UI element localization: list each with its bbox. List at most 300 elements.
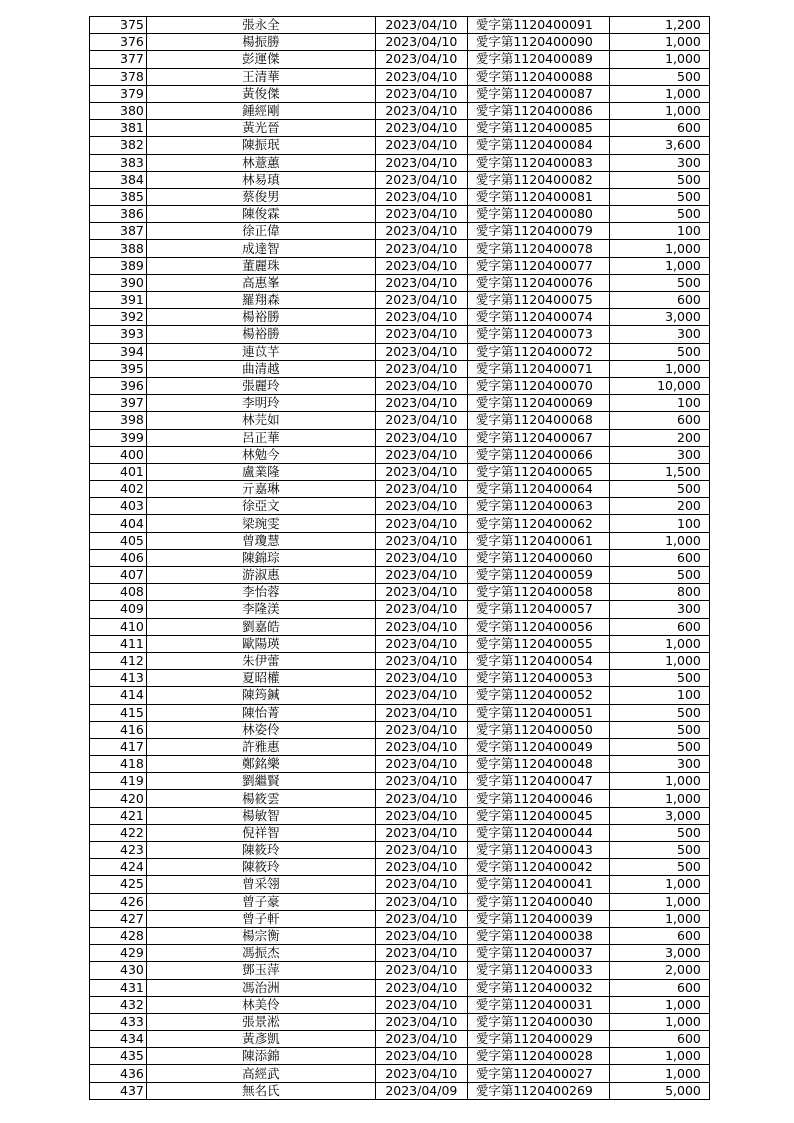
donation-date-cell: 2023/04/10: [375, 721, 467, 738]
donation-amount-cell: 500: [609, 738, 709, 755]
receipt-number-cell: 愛字第1120400065: [467, 463, 609, 480]
donation-date-cell: 2023/04/10: [375, 1031, 467, 1048]
row-number-cell: 396: [90, 377, 147, 394]
row-number-cell: 429: [90, 945, 147, 962]
table-row: [90, 652, 710, 669]
donation-date-cell: 2023/04/10: [375, 584, 467, 601]
donation-amount-cell: 3,600: [609, 137, 709, 154]
donation-amount-cell: 500: [609, 704, 709, 721]
donation-date-cell: 2023/04/10: [375, 893, 467, 910]
row-number-cell: 403: [90, 498, 147, 515]
row-number-cell: 399: [90, 429, 147, 446]
donor-name-cell: 張麗玲: [146, 377, 375, 394]
receipt-number-cell: 愛字第1120400033: [467, 962, 609, 979]
donation-amount-cell: 500: [609, 567, 709, 584]
donor-name-cell: 陳俊霖: [146, 206, 375, 223]
table-row: [90, 945, 710, 962]
donor-name-cell: 林易瑱: [146, 171, 375, 188]
row-number-cell: 434: [90, 1031, 147, 1048]
donation-amount-cell: 3,000: [609, 807, 709, 824]
table-row: [90, 360, 710, 377]
table-row: [90, 704, 710, 721]
row-number-cell: 378: [90, 68, 147, 85]
row-number-cell: 435: [90, 1048, 147, 1065]
donation-amount-cell: 1,000: [609, 996, 709, 1013]
table-row: [90, 257, 710, 274]
table-row: [90, 274, 710, 291]
donation-amount-cell: 1,000: [609, 51, 709, 68]
donation-date-cell: 2023/04/10: [375, 824, 467, 841]
table-row: [90, 687, 710, 704]
receipt-number-cell: 愛字第1120400087: [467, 85, 609, 102]
donor-name-cell: 陳添錦: [146, 1048, 375, 1065]
row-number-cell: 405: [90, 532, 147, 549]
receipt-number-cell: 愛字第1120400066: [467, 446, 609, 463]
receipt-number-cell: 愛字第1120400082: [467, 171, 609, 188]
row-number-cell: 400: [90, 446, 147, 463]
receipt-number-cell: 愛字第1120400070: [467, 377, 609, 394]
donation-date-cell: 2023/04/10: [375, 859, 467, 876]
row-number-cell: 421: [90, 807, 147, 824]
table-row: [90, 635, 710, 652]
row-number-cell: 416: [90, 721, 147, 738]
donation-date-cell: 2023/04/10: [375, 790, 467, 807]
donation-date-cell: 2023/04/10: [375, 738, 467, 755]
row-number-cell: 415: [90, 704, 147, 721]
receipt-number-cell: 愛字第1120400053: [467, 670, 609, 687]
receipt-number-cell: 愛字第1120400083: [467, 154, 609, 171]
donation-amount-cell: 600: [609, 412, 709, 429]
receipt-number-cell: 愛字第1120400037: [467, 945, 609, 962]
table-row: [90, 154, 710, 171]
donation-date-cell: 2023/04/10: [375, 257, 467, 274]
donation-date-cell: 2023/04/10: [375, 360, 467, 377]
receipt-number-cell: 愛字第1120400071: [467, 360, 609, 377]
donation-date-cell: 2023/04/10: [375, 618, 467, 635]
donation-amount-cell: 1,500: [609, 463, 709, 480]
donation-date-cell: 2023/04/10: [375, 1013, 467, 1030]
receipt-number-cell: 愛字第1120400052: [467, 687, 609, 704]
table-row: [90, 756, 710, 773]
donor-name-cell: 呂正華: [146, 429, 375, 446]
donation-date-cell: 2023/04/10: [375, 876, 467, 893]
donor-name-cell: 馮治洲: [146, 979, 375, 996]
donation-date-cell: 2023/04/10: [375, 635, 467, 652]
receipt-number-cell: 愛字第1120400043: [467, 842, 609, 859]
row-number-cell: 390: [90, 274, 147, 291]
table-row: [90, 412, 710, 429]
donor-name-cell: 高惠峯: [146, 274, 375, 291]
donation-date-cell: 2023/04/10: [375, 1048, 467, 1065]
donation-amount-cell: 1,000: [609, 85, 709, 102]
donation-date-cell: 2023/04/10: [375, 240, 467, 257]
donor-name-cell: 曾子豪: [146, 893, 375, 910]
donation-date-cell: 2023/04/10: [375, 1065, 467, 1082]
donation-date-cell: 2023/04/10: [375, 51, 467, 68]
donation-amount-cell: 1,000: [609, 1065, 709, 1082]
table-row: [90, 601, 710, 618]
row-number-cell: 423: [90, 842, 147, 859]
donation-date-cell: 2023/04/10: [375, 292, 467, 309]
donation-date-cell: 2023/04/10: [375, 326, 467, 343]
table-row: [90, 927, 710, 944]
donation-date-cell: 2023/04/10: [375, 927, 467, 944]
table-row: [90, 68, 710, 85]
donor-name-cell: 陳筠鍼: [146, 687, 375, 704]
donor-name-cell: 鍾經剛: [146, 102, 375, 119]
table-row: [90, 1082, 710, 1099]
donation-amount-cell: 1,000: [609, 102, 709, 119]
donation-amount-cell: 1,000: [609, 1048, 709, 1065]
row-number-cell: 404: [90, 515, 147, 532]
receipt-number-cell: 愛字第1120400029: [467, 1031, 609, 1048]
donation-date-cell: 2023/04/10: [375, 910, 467, 927]
donor-name-cell: 楊裕勝: [146, 309, 375, 326]
receipt-number-cell: 愛字第1120400085: [467, 120, 609, 137]
receipt-number-cell: 愛字第1120400039: [467, 910, 609, 927]
table-row: [90, 481, 710, 498]
receipt-number-cell: 愛字第1120400064: [467, 481, 609, 498]
receipt-number-cell: 愛字第1120400031: [467, 996, 609, 1013]
receipt-number-cell: 愛字第1120400077: [467, 257, 609, 274]
row-number-cell: 424: [90, 859, 147, 876]
donation-date-cell: 2023/04/10: [375, 429, 467, 446]
table-row: [90, 893, 710, 910]
table-row: [90, 463, 710, 480]
donation-date-cell: 2023/04/10: [375, 85, 467, 102]
donation-date-cell: 2023/04/10: [375, 206, 467, 223]
donor-name-cell: 林勉今: [146, 446, 375, 463]
donation-amount-cell: 1,000: [609, 360, 709, 377]
receipt-number-cell: 愛字第1120400090: [467, 34, 609, 51]
donor-name-cell: 陳筱玲: [146, 859, 375, 876]
receipt-number-cell: 愛字第1120400027: [467, 1065, 609, 1082]
row-number-cell: 384: [90, 171, 147, 188]
donor-name-cell: 李明玲: [146, 395, 375, 412]
donor-name-cell: 曾瓊慧: [146, 532, 375, 549]
donation-amount-cell: 100: [609, 395, 709, 412]
donation-date-cell: 2023/04/10: [375, 481, 467, 498]
receipt-number-cell: 愛字第1120400086: [467, 102, 609, 119]
donor-name-cell: 楊敏智: [146, 807, 375, 824]
donor-name-cell: 高經武: [146, 1065, 375, 1082]
table-row: [90, 979, 710, 996]
receipt-number-cell: 愛字第1120400068: [467, 412, 609, 429]
donor-name-cell: 倪祥智: [146, 824, 375, 841]
donation-date-cell: 2023/04/09: [375, 1082, 467, 1099]
table-row: [90, 206, 710, 223]
table-row: [90, 292, 710, 309]
donation-date-cell: 2023/04/10: [375, 223, 467, 240]
donation-amount-cell: 500: [609, 274, 709, 291]
donation-amount-cell: 500: [609, 343, 709, 360]
donor-name-cell: 梁琬雯: [146, 515, 375, 532]
donor-name-cell: 劉嘉皓: [146, 618, 375, 635]
table-row: [90, 618, 710, 635]
donation-amount-cell: 100: [609, 223, 709, 240]
table-row: [90, 1031, 710, 1048]
table-row: [90, 17, 710, 34]
donor-name-cell: 李隆渼: [146, 601, 375, 618]
donor-name-cell: 陳怡菁: [146, 704, 375, 721]
table-row: [90, 102, 710, 119]
donation-date-cell: 2023/04/10: [375, 549, 467, 566]
table-row: [90, 721, 710, 738]
receipt-number-cell: 愛字第1120400042: [467, 859, 609, 876]
row-number-cell: 398: [90, 412, 147, 429]
donation-amount-cell: 600: [609, 292, 709, 309]
table-row: [90, 223, 710, 240]
donation-date-cell: 2023/04/10: [375, 670, 467, 687]
donation-amount-cell: 300: [609, 601, 709, 618]
row-number-cell: 419: [90, 773, 147, 790]
receipt-number-cell: 愛字第1120400088: [467, 68, 609, 85]
donation-date-cell: 2023/04/10: [375, 463, 467, 480]
receipt-number-cell: 愛字第1120400080: [467, 206, 609, 223]
receipt-number-cell: 愛字第1120400045: [467, 807, 609, 824]
row-number-cell: 389: [90, 257, 147, 274]
donor-name-cell: 歐陽瑛: [146, 635, 375, 652]
donation-date-cell: 2023/04/10: [375, 154, 467, 171]
donor-name-cell: 曾采翎: [146, 876, 375, 893]
donation-amount-cell: 500: [609, 481, 709, 498]
donor-name-cell: 楊筱雲: [146, 790, 375, 807]
table-row: [90, 549, 710, 566]
donation-date-cell: 2023/04/10: [375, 446, 467, 463]
donation-amount-cell: 200: [609, 429, 709, 446]
receipt-number-cell: 愛字第1120400046: [467, 790, 609, 807]
row-number-cell: 433: [90, 1013, 147, 1030]
donation-amount-cell: 1,000: [609, 635, 709, 652]
row-number-cell: 393: [90, 326, 147, 343]
table-row: [90, 807, 710, 824]
donation-date-cell: 2023/04/10: [375, 842, 467, 859]
donor-name-cell: 陳筱玲: [146, 842, 375, 859]
row-number-cell: 392: [90, 309, 147, 326]
donor-name-cell: 彭運傑: [146, 51, 375, 68]
donation-amount-cell: 1,000: [609, 532, 709, 549]
donor-name-cell: 劉繼賢: [146, 773, 375, 790]
donation-amount-cell: 100: [609, 515, 709, 532]
donation-date-cell: 2023/04/10: [375, 17, 467, 34]
table-row: [90, 240, 710, 257]
donation-amount-cell: 300: [609, 326, 709, 343]
table-row: [90, 1048, 710, 1065]
row-number-cell: 391: [90, 292, 147, 309]
donation-amount-cell: 500: [609, 842, 709, 859]
row-number-cell: 413: [90, 670, 147, 687]
row-number-cell: 418: [90, 756, 147, 773]
row-number-cell: 414: [90, 687, 147, 704]
receipt-number-cell: 愛字第1120400075: [467, 292, 609, 309]
donor-name-cell: 陳錦琮: [146, 549, 375, 566]
receipt-number-cell: 愛字第1120400048: [467, 756, 609, 773]
receipt-number-cell: 愛字第1120400055: [467, 635, 609, 652]
table-row: [90, 824, 710, 841]
donation-date-cell: 2023/04/10: [375, 756, 467, 773]
row-number-cell: 427: [90, 910, 147, 927]
receipt-number-cell: 愛字第1120400040: [467, 893, 609, 910]
receipt-number-cell: 愛字第1120400060: [467, 549, 609, 566]
donation-date-cell: 2023/04/10: [375, 807, 467, 824]
row-number-cell: 383: [90, 154, 147, 171]
donor-name-cell: 徐正偉: [146, 223, 375, 240]
donation-date-cell: 2023/04/10: [375, 309, 467, 326]
table-row: [90, 842, 710, 859]
table-row: [90, 343, 710, 360]
table-row: [90, 137, 710, 154]
donor-name-cell: 黃俊傑: [146, 85, 375, 102]
row-number-cell: 410: [90, 618, 147, 635]
donation-amount-cell: 1,000: [609, 652, 709, 669]
donor-name-cell: 黃光晉: [146, 120, 375, 137]
donation-date-cell: 2023/04/10: [375, 704, 467, 721]
table-row: [90, 532, 710, 549]
donation-date-cell: 2023/04/10: [375, 996, 467, 1013]
donor-name-cell: 盧業隆: [146, 463, 375, 480]
donation-amount-cell: 1,000: [609, 790, 709, 807]
receipt-number-cell: 愛字第1120400054: [467, 652, 609, 669]
donation-date-cell: 2023/04/10: [375, 395, 467, 412]
donor-name-cell: 鄭銘樂: [146, 756, 375, 773]
receipt-number-cell: 愛字第1120400032: [467, 979, 609, 996]
donor-name-cell: 陳振珉: [146, 137, 375, 154]
donation-amount-cell: 500: [609, 721, 709, 738]
donation-date-cell: 2023/04/10: [375, 274, 467, 291]
table-row: [90, 1065, 710, 1082]
table-row: [90, 326, 710, 343]
receipt-number-cell: 愛字第1120400059: [467, 567, 609, 584]
donor-name-cell: 黃彥凱: [146, 1031, 375, 1048]
receipt-number-cell: 愛字第1120400069: [467, 395, 609, 412]
donor-name-cell: 成達智: [146, 240, 375, 257]
donation-date-cell: 2023/04/10: [375, 687, 467, 704]
row-number-cell: 411: [90, 635, 147, 652]
table-row: [90, 171, 710, 188]
row-number-cell: 395: [90, 360, 147, 377]
donor-name-cell: 楊裕勝: [146, 326, 375, 343]
donation-amount-cell: 500: [609, 171, 709, 188]
receipt-number-cell: 愛字第1120400041: [467, 876, 609, 893]
receipt-number-cell: 愛字第1120400084: [467, 137, 609, 154]
receipt-number-cell: 愛字第1120400047: [467, 773, 609, 790]
donation-date-cell: 2023/04/10: [375, 945, 467, 962]
receipt-number-cell: 愛字第1120400073: [467, 326, 609, 343]
donation-date-cell: 2023/04/10: [375, 773, 467, 790]
receipt-number-cell: 愛字第1120400044: [467, 824, 609, 841]
table-row: [90, 670, 710, 687]
row-number-cell: 376: [90, 34, 147, 51]
donor-name-cell: 楊振勝: [146, 34, 375, 51]
table-row: [90, 188, 710, 205]
row-number-cell: 381: [90, 120, 147, 137]
receipt-number-cell: 愛字第1120400062: [467, 515, 609, 532]
row-number-cell: 437: [90, 1082, 147, 1099]
receipt-number-cell: 愛字第1120400050: [467, 721, 609, 738]
row-number-cell: 377: [90, 51, 147, 68]
donor-name-cell: 連苡芊: [146, 343, 375, 360]
table-row: [90, 429, 710, 446]
donor-name-cell: 李怡蓉: [146, 584, 375, 601]
row-number-cell: 385: [90, 188, 147, 205]
row-number-cell: 425: [90, 876, 147, 893]
donor-name-cell: 羅翔森: [146, 292, 375, 309]
row-number-cell: 394: [90, 343, 147, 360]
receipt-number-cell: 愛字第1120400074: [467, 309, 609, 326]
donor-name-cell: 夏昭權: [146, 670, 375, 687]
donation-amount-cell: 600: [609, 927, 709, 944]
donation-date-cell: 2023/04/10: [375, 979, 467, 996]
table-row: [90, 34, 710, 51]
donation-date-cell: 2023/04/10: [375, 343, 467, 360]
table-row: [90, 859, 710, 876]
receipt-number-cell: 愛字第1120400061: [467, 532, 609, 549]
donation-amount-cell: 800: [609, 584, 709, 601]
donation-amount-cell: 200: [609, 498, 709, 515]
donation-amount-cell: 600: [609, 979, 709, 996]
receipt-number-cell: 愛字第1120400079: [467, 223, 609, 240]
receipt-number-cell: 愛字第1120400067: [467, 429, 609, 446]
donation-date-cell: 2023/04/10: [375, 498, 467, 515]
row-number-cell: 388: [90, 240, 147, 257]
row-number-cell: 420: [90, 790, 147, 807]
row-number-cell: 409: [90, 601, 147, 618]
donor-name-cell: 張永全: [146, 17, 375, 34]
donation-amount-cell: 1,000: [609, 876, 709, 893]
row-number-cell: 430: [90, 962, 147, 979]
donation-amount-cell: 1,000: [609, 34, 709, 51]
receipt-number-cell: 愛字第1120400057: [467, 601, 609, 618]
donation-amount-cell: 500: [609, 68, 709, 85]
donation-amount-cell: 300: [609, 446, 709, 463]
donor-name-cell: 朱伊蕾: [146, 652, 375, 669]
donor-name-cell: 亓嘉琳: [146, 481, 375, 498]
table-row: [90, 395, 710, 412]
row-number-cell: 375: [90, 17, 147, 34]
donor-name-cell: 楊宗衡: [146, 927, 375, 944]
donation-amount-cell: 600: [609, 1031, 709, 1048]
donor-name-cell: 林美伶: [146, 996, 375, 1013]
donor-name-cell: 鄧玉萍: [146, 962, 375, 979]
row-number-cell: 432: [90, 996, 147, 1013]
donation-amount-cell: 600: [609, 120, 709, 137]
row-number-cell: 401: [90, 463, 147, 480]
receipt-number-cell: 愛字第1120400058: [467, 584, 609, 601]
donation-date-cell: 2023/04/10: [375, 567, 467, 584]
donation-table: [89, 16, 710, 1100]
row-number-cell: 387: [90, 223, 147, 240]
row-number-cell: 428: [90, 927, 147, 944]
donation-amount-cell: 1,000: [609, 910, 709, 927]
row-number-cell: 380: [90, 102, 147, 119]
donation-date-cell: 2023/04/10: [375, 34, 467, 51]
receipt-number-cell: 愛字第1120400091: [467, 17, 609, 34]
row-number-cell: 417: [90, 738, 147, 755]
table-row: [90, 515, 710, 532]
donation-amount-cell: 1,000: [609, 773, 709, 790]
table-row: [90, 309, 710, 326]
donation-amount-cell: 600: [609, 549, 709, 566]
receipt-number-cell: 愛字第1120400089: [467, 51, 609, 68]
receipt-number-cell: 愛字第1120400072: [467, 343, 609, 360]
row-number-cell: 406: [90, 549, 147, 566]
donation-amount-cell: 3,000: [609, 309, 709, 326]
row-number-cell: 397: [90, 395, 147, 412]
donation-date-cell: 2023/04/10: [375, 532, 467, 549]
donation-amount-cell: 500: [609, 824, 709, 841]
table-row: [90, 584, 710, 601]
receipt-number-cell: 愛字第1120400269: [467, 1082, 609, 1099]
